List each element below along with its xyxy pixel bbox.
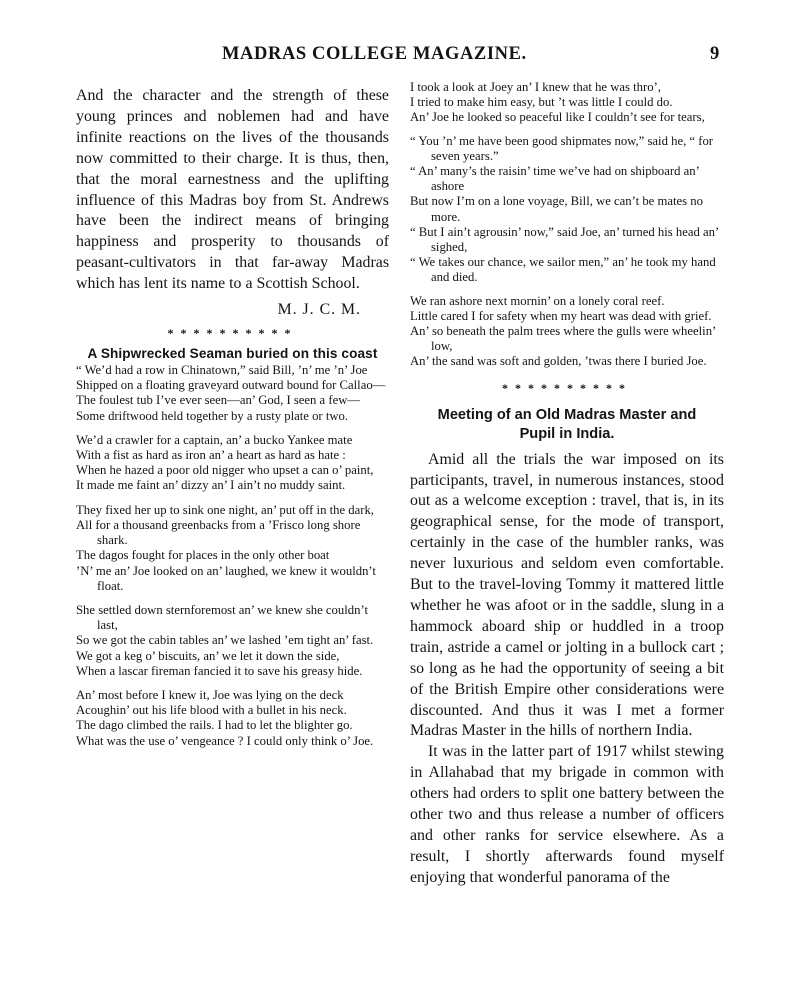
right-column	[410, 80, 724, 889]
poem-line: I took a look at Joey an’ I knew that he was thro’,	[410, 80, 661, 94]
poem-part-one	[76, 363, 389, 749]
poem-line: An’ so beneath the palm trees where the gulls were wheelin’ low,	[410, 324, 716, 354]
poem-line: “ You ’n’ me have been good shipmates now,” said he, “ for seven years.”	[410, 133, 714, 163]
poem-stanza	[76, 363, 389, 424]
section-divider-stars: **********	[167, 326, 298, 341]
page-number: 9	[710, 44, 720, 64]
poem-line: With a fist as hard as iron an’ a heart as hard as hate :	[76, 448, 346, 463]
poem-line: Shipped on a floating graveyard outward bound for Callao—	[76, 378, 386, 393]
poem-line: ’N’ me an’ Joe looked on an’ laughed, we knew it wouldn’t float.	[76, 563, 376, 593]
poem-line: When a lascar fireman fancied it to save his greasy hide.	[76, 663, 363, 678]
poem-stanza	[410, 294, 724, 370]
left-column	[76, 86, 389, 749]
poem-line: I tried to make him easy, but ’t was little I could do.	[410, 95, 673, 110]
poem-line: It made me faint an’ dizzy an’ I ain’t no muddy saint.	[76, 478, 346, 493]
poem-line: We got a keg o’ biscuits, an’ we let it down the side,	[76, 648, 340, 663]
article-title	[410, 406, 724, 444]
poem-line: Some driftwood held together by a rusty plate or two.	[76, 408, 349, 423]
article-paragraph: It was in the latter part of 1917 whilst stewing in Allahabad that my brigade in common with others had orders to split one battery between the other two and thus release a number of officers and other ranks for service elsewhere. As a result, I shortly afterwards found myself enjoying that wonderful panorama of the	[410, 743, 724, 886]
poem-line: When he hazed a poor old nigger who upset a can o’ paint,	[76, 463, 374, 478]
poem-line: The foulest tub I’ve ever seen—an’ God, I seen a few—	[76, 393, 361, 408]
poem-line: We’d a crawler for a captain, an’ a bucko Yankee mate	[76, 432, 353, 447]
poem-line: The dagos fought for places in the only other boat	[76, 548, 330, 563]
poem-line: An’ the sand was soft and golden, ’twas there I buried Joe.	[410, 354, 707, 369]
author-signature: M. J. C. M.	[277, 301, 361, 319]
poem-stanza	[76, 688, 389, 749]
poem-line: Little cared I for safety when my heart was dead with grief.	[410, 308, 712, 323]
article-title-line: Meeting of an Old Madras Master and	[437, 406, 697, 423]
article-paragraph: Amid all the trials the war imposed on its participants, travel, in numerous instances, stood out as a welcome exception : travel, that is, in its geographical sense, for the mode of transport, certainly in the case of the humbler ranks, was never luxurious and seldom even comfortable. But to the travel-loving Tommy it mattered little whether he was afoot or in the saddle, slung in a hammock aboard ship or huddled in a troop train, astride a camel or jolting in a bullock cart ; so long as he had the opportunity of seeing a bit of the British Empire other considerations were discounted. And thus it was I met a former Madras Master in the hills of northern India.	[410, 450, 724, 740]
poem-stanza	[76, 433, 389, 494]
section-divider-stars: **********	[502, 380, 632, 395]
page-header	[0, 44, 800, 68]
running-title: MADRAS COLLEGE MAGAZINE.	[222, 44, 527, 64]
article-title-line: Pupil in India.	[519, 425, 615, 442]
poem-line: Acoughin’ out his life blood with a bullet in his neck.	[76, 703, 347, 718]
poem-line: The dago climbed the rails. I had to let the blighter go.	[76, 718, 353, 733]
poem-part-two	[410, 80, 724, 370]
poem-line: All for a thousand greenbacks from a ’Frisco long shore shark.	[76, 517, 361, 548]
poem-line: An’ Joe he looked so peaceful like I couldn’t see for tears,	[410, 110, 705, 125]
poem-line: “ An’ many’s the raisin’ time we’ve had on shipboard an’ ashore	[410, 164, 699, 194]
poem-stanza	[410, 134, 724, 286]
poem-line: What was the use o’ vengeance ? I could only think o’ Joe.	[76, 733, 374, 748]
poem-line: We ran ashore next mornin’ on a lonely coral reef.	[410, 293, 665, 308]
poem-line: She settled down sternforemost an’ we knew she couldn’t last,	[76, 602, 368, 633]
poem-stanza	[410, 80, 724, 126]
poem-line: “ We’d had a row in Chinatown,” said Bill, ’n’ me ’n’ Joe	[76, 363, 368, 378]
poem-line: So we got the cabin tables an’ we lashed ’em tight an’ fast.	[76, 633, 374, 648]
poem-stanza	[76, 503, 389, 594]
poem-line: “ But I ain’t agrousin’ now,” said Joe, an’ turned his head an’ sighed,	[410, 224, 719, 255]
poem-line: But now I’m on a lone voyage, Bill, we can’t be mates no more.	[410, 194, 703, 224]
poem-line: “ We takes our chance, we sailor men,” an’ he took my hand and died.	[410, 255, 716, 285]
poem-title: A Shipwrecked Seaman buried on this coast	[87, 346, 378, 362]
poem-line: An’ most before I knew it, Joe was lying on the deck	[76, 687, 344, 702]
poem-stanza	[76, 603, 389, 679]
closing-paragraph: And the character and the strength of these young princes and noblemen had and have infinite reactions on the lives of the thousands now committed to their charge. It is thus, then, that the moral earnestness and the uplifting influence of this Madras boy from St. Andrews have been the indirect means of bringing happiness and prosperity to thousands of peasant-cultivators in that far-away Madras which has lent its name to a Scottish School.	[76, 87, 389, 293]
poem-line: They fixed her up to sink one night, an’ put off in the dark,	[76, 502, 374, 517]
